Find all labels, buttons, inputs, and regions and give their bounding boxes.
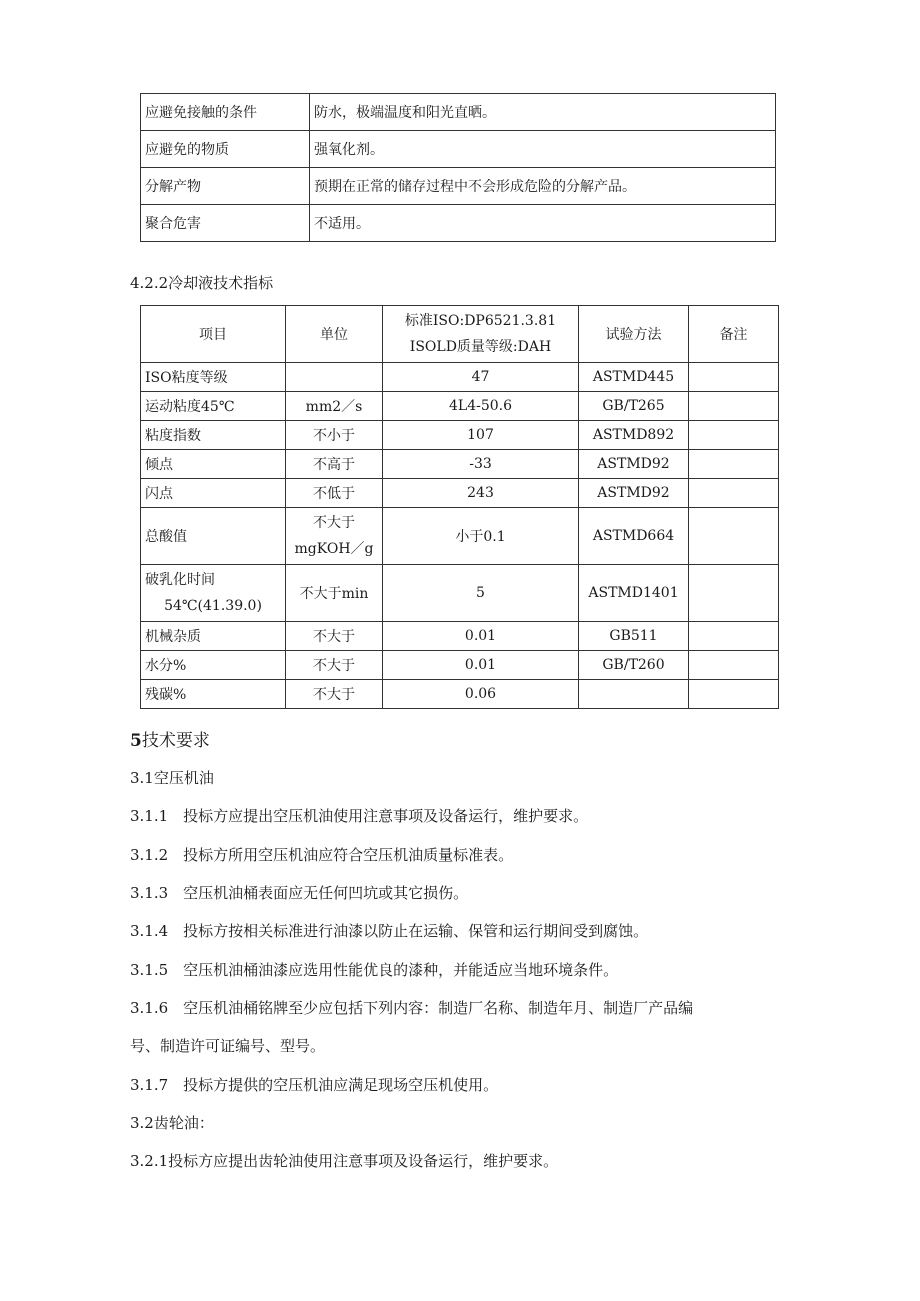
cell-method: GB511	[579, 622, 689, 651]
cell-std: 107	[383, 421, 579, 450]
section-heading-coolant-specs: 4.2.2冷却液技术指标	[130, 274, 274, 292]
cell-method: ASTMD892	[579, 421, 689, 450]
table-row	[141, 680, 779, 709]
paragraph: 号、制造许可证编号、型号。	[130, 1037, 326, 1055]
cell-std: 47	[383, 363, 579, 392]
header-note: 备注	[689, 306, 779, 363]
cell-note	[689, 421, 779, 450]
cell-item	[141, 565, 286, 622]
cell-note	[689, 565, 779, 622]
cell-unit: 不大于	[286, 651, 383, 680]
table-row	[141, 168, 776, 205]
section-number: 5	[130, 731, 142, 751]
paragraph: 3.1.3 空压机油桶表面应无任何凹坑或其它损伤。	[130, 884, 469, 902]
cell-method: GB/T265	[579, 392, 689, 421]
row-label: 分解产物	[141, 168, 310, 205]
header-standard-line2: ISOLD质量等级:DAH	[409, 339, 552, 355]
cell-std: 4L4-50.6	[383, 392, 579, 421]
cell-unit: mm2／s	[286, 392, 383, 421]
cell-note	[689, 622, 779, 651]
row-value: 强氧化剂。	[310, 131, 776, 168]
cell-item: 机械杂质	[141, 622, 286, 651]
cell-std: 0.06	[383, 680, 579, 709]
paragraph: 3.1.4 投标方按相关标准进行油漆以防止在运输、保管和运行期间受到腐蚀。	[130, 922, 649, 940]
header-standard	[383, 306, 579, 363]
coolant-spec-table	[140, 305, 779, 709]
table-row	[141, 508, 779, 565]
table-row	[141, 450, 779, 479]
cell-unit-line1: 不大于	[313, 515, 355, 531]
cell-unit: 不低于	[286, 479, 383, 508]
table-row	[141, 622, 779, 651]
cell-method	[579, 680, 689, 709]
paragraph: 3.1.5 空压机油桶油漆应选用性能优良的漆种，并能适应当地环境条件。	[130, 961, 619, 979]
cell-method: ASTMD445	[579, 363, 689, 392]
cell-item: ISO粘度等级	[141, 363, 286, 392]
cell-method: ASTMD664	[579, 508, 689, 565]
cell-note	[689, 508, 779, 565]
cell-unit: 不大于	[286, 622, 383, 651]
cell-method: ASTMD92	[579, 450, 689, 479]
table-row	[141, 205, 776, 242]
cell-item: 总酸值	[141, 508, 286, 565]
cell-note	[689, 651, 779, 680]
cell-method: ASTMD1401	[579, 565, 689, 622]
row-value: 不适用。	[310, 205, 776, 242]
cell-method: ASTMD92	[579, 479, 689, 508]
cell-item-line2: 54℃(41.39.0)	[164, 598, 262, 614]
table-row	[141, 392, 779, 421]
cell-std: 0.01	[383, 622, 579, 651]
cell-item: 倾点	[141, 450, 286, 479]
row-value: 预期在正常的储存过程中不会形成危险的分解产品。	[310, 168, 776, 205]
cell-method: GB/T260	[579, 651, 689, 680]
cell-note	[689, 479, 779, 508]
cell-std: 小于0.1	[383, 508, 579, 565]
paragraph: 3.1.1 投标方应提出空压机油使用注意事项及设备运行，维护要求。	[130, 807, 589, 825]
table-header-row	[141, 306, 779, 363]
cell-note	[689, 392, 779, 421]
cell-item: 残碳%	[141, 680, 286, 709]
cell-std: -33	[383, 450, 579, 479]
cell-item: 运动粘度45℃	[141, 392, 286, 421]
table-row	[141, 565, 779, 622]
table-row	[141, 363, 779, 392]
row-label: 应避免接触的条件	[141, 94, 310, 131]
section-heading-tech-requirements	[130, 726, 210, 751]
cell-note	[689, 450, 779, 479]
cell-item: 水分%	[141, 651, 286, 680]
header-standard-line1: 标准ISO:DP6521.3.81	[404, 313, 557, 329]
table-row	[141, 94, 776, 131]
cell-unit	[286, 363, 383, 392]
paragraph: 3.1.2 投标方所用空压机油应符合空压机油质量标准表。	[130, 846, 514, 864]
cell-note	[689, 680, 779, 709]
cell-item-line1: 破乳化时间	[145, 572, 215, 588]
cell-item: 闪点	[141, 479, 286, 508]
hazard-conditions-table	[140, 93, 776, 242]
cell-std: 243	[383, 479, 579, 508]
cell-note	[689, 363, 779, 392]
table-row	[141, 421, 779, 450]
cell-unit: 不小于	[286, 421, 383, 450]
cell-std: 5	[383, 565, 579, 622]
subsection-heading: 3.2齿轮油：	[130, 1114, 214, 1132]
header-item: 项目	[141, 306, 286, 363]
cell-item: 粘度指数	[141, 421, 286, 450]
row-label: 聚合危害	[141, 205, 310, 242]
section-title: 技术要求	[141, 731, 210, 751]
header-method: 试验方法	[579, 306, 689, 363]
cell-unit: 不大于min	[286, 565, 383, 622]
cell-unit	[286, 508, 383, 565]
paragraph: 3.1.6 空压机油桶铭牌至少应包括下列内容：制造厂名称、制造年月、制造厂产品编	[130, 999, 694, 1017]
cell-unit-line2: mgKOH／g	[294, 541, 374, 557]
cell-std: 0.01	[383, 651, 579, 680]
table-row	[141, 479, 779, 508]
table-row	[141, 651, 779, 680]
cell-unit: 不高于	[286, 450, 383, 479]
header-unit: 单位	[286, 306, 383, 363]
cell-unit: 不大于	[286, 680, 383, 709]
table-row	[141, 131, 776, 168]
paragraph: 3.2.1投标方应提出齿轮油使用注意事项及设备运行，维护要求。	[130, 1152, 559, 1170]
row-label: 应避免的物质	[141, 131, 310, 168]
row-value: 防水，极端温度和阳光直晒。	[310, 94, 776, 131]
subsection-heading: 3.1空压机油	[130, 769, 214, 787]
paragraph: 3.1.7 投标方提供的空压机油应满足现场空压机使用。	[130, 1076, 499, 1094]
